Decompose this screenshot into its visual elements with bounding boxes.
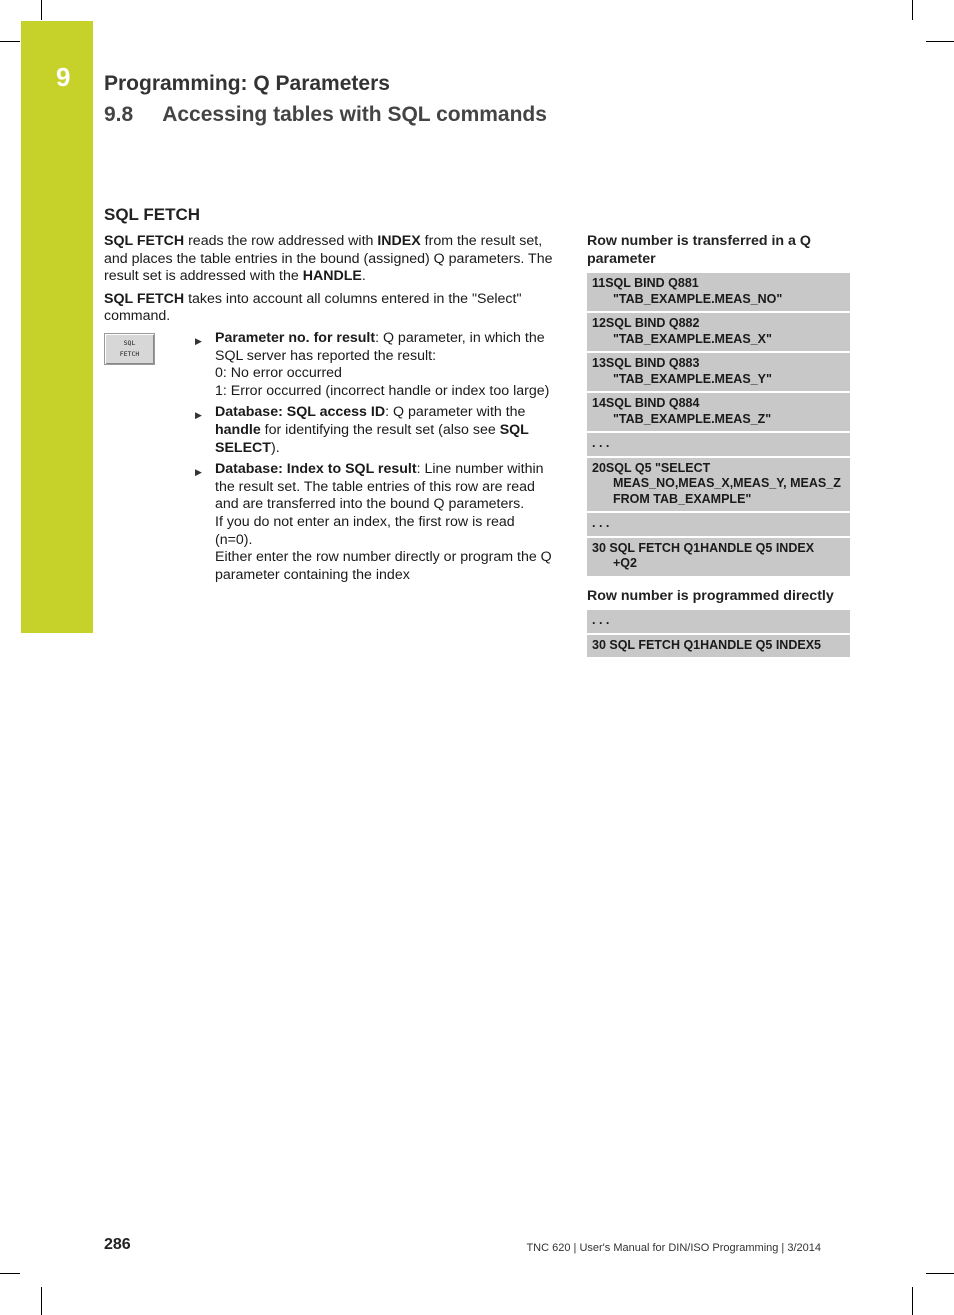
example-2: [587, 587, 850, 659]
softkey-label: SQL: [123, 339, 136, 347]
code-line: 12SQL BIND Q882: [592, 316, 700, 330]
code-cell: [587, 457, 850, 513]
code-line: 20SQL Q5 "SELECT: [592, 460, 711, 475]
intro-paragraph-1: [104, 233, 554, 286]
code-line: MEAS_NO,MEAS_X,MEAS_Y, MEAS_Z FROM TAB_EXAMPLE": [613, 476, 841, 506]
code-line: . . .: [592, 613, 610, 627]
crop-mark: [0, 1273, 20, 1274]
section-header: [104, 103, 547, 127]
text: from the result set, and places the table entries in the bound (assigned) Q parameters. The result set is addressed with the: [104, 233, 553, 285]
table-row: [587, 312, 850, 352]
code-table: [587, 273, 850, 578]
crop-mark: [41, 0, 42, 20]
intro-text: [104, 233, 554, 331]
page-number: 286: [104, 1236, 131, 1253]
softkey-label: FETCH: [119, 350, 140, 358]
keyword: SQL FETCH: [104, 290, 185, 307]
param-text: : Q parameter with the: [385, 404, 526, 421]
list-item: [195, 330, 555, 400]
code-cell: [587, 512, 850, 537]
table-row: [587, 512, 850, 537]
code-cell: [587, 610, 850, 634]
section-number: 9.8: [104, 103, 134, 126]
crop-mark: [926, 1273, 954, 1274]
chapter-title: Programming: Q Parameters: [104, 72, 390, 95]
keyword: handle: [215, 421, 261, 438]
page-footer: TNC 620 | User's Manual for DIN/ISO Programming | 3/2014: [526, 1242, 821, 1254]
param-label: Database: Index to SQL result: [215, 461, 417, 478]
code-cell: [587, 392, 850, 432]
param-text: 0: No error occurred: [215, 365, 342, 382]
code-line: "TAB_EXAMPLE.MEAS_Z": [613, 411, 772, 426]
code-cell: [587, 312, 850, 352]
param-label: Parameter no. for result: [215, 330, 376, 346]
code-line: 30 SQL FETCH Q1HANDLE Q5 INDEX: [592, 540, 815, 555]
text: .: [361, 268, 366, 285]
param-text: : Line number within the result set. The table entries of this row are read and are transferred into the bound Q parameters.: [215, 461, 544, 513]
intro-paragraph-2: [104, 291, 554, 326]
param-text: Either enter the row number directly or program the Q parameter containing the index: [215, 549, 552, 583]
param-text: : Q parameter, in which the SQL server has reported the result:: [215, 330, 545, 364]
code-cell: [587, 273, 850, 312]
param-label: Database: SQL access ID: [215, 404, 386, 421]
example-caption: Row number is programmed directly: [587, 588, 834, 604]
crop-mark: [0, 41, 20, 42]
code-line: 14SQL BIND Q884: [592, 396, 700, 410]
code-cell: [587, 537, 850, 577]
triangle-bullet-icon: ▶: [195, 467, 202, 478]
chapter-number: 9: [56, 62, 71, 92]
crop-mark: [912, 1287, 913, 1315]
sql-fetch-softkey: [104, 333, 155, 365]
table-row: [587, 537, 850, 577]
text: takes into account all columns entered in the "Select" command.: [104, 290, 522, 325]
parameter-list: [195, 330, 555, 588]
table-row: [587, 352, 850, 392]
code-line: . . .: [592, 516, 610, 530]
list-item: [195, 404, 555, 457]
triangle-bullet-icon: ▶: [195, 336, 202, 346]
code-line: 11SQL BIND Q881: [592, 276, 699, 290]
section-title: Accessing tables with SQL commands: [162, 103, 547, 126]
code-line: 13SQL BIND Q883: [592, 356, 700, 370]
code-table: [587, 610, 850, 659]
param-text: for identifying the result set (also see: [260, 421, 500, 438]
code-line: . . .: [592, 436, 610, 450]
code-cell: [587, 352, 850, 392]
code-line: "TAB_EXAMPLE.MEAS_NO": [613, 291, 783, 306]
example-caption: Row number is transferred in a Q parameter: [587, 233, 811, 267]
list-item: [195, 461, 555, 584]
code-cell: [587, 432, 850, 457]
text: reads the row addressed with: [184, 233, 378, 249]
table-row: [587, 634, 850, 659]
param-text: ).: [270, 439, 280, 456]
param-text: If you do not enter an index, the first row is read (n=0).: [215, 513, 515, 548]
keyword: HANDLE: [302, 268, 362, 285]
keyword: INDEX: [377, 233, 421, 249]
crop-mark: [41, 1287, 42, 1315]
code-line: "TAB_EXAMPLE.MEAS_Y": [613, 371, 772, 386]
example-1: [587, 232, 850, 578]
crop-mark: [912, 0, 913, 20]
table-row: [587, 457, 850, 513]
code-cell: [587, 634, 850, 659]
triangle-bullet-icon: ▶: [195, 410, 202, 421]
keyword: SQL SELECT: [215, 421, 529, 456]
chapter-tab: [21, 21, 93, 633]
param-text: 1: Error occurred (incorrect handle or index too large): [215, 382, 550, 399]
table-row: [587, 432, 850, 457]
crop-mark: [926, 41, 954, 42]
code-line: 30 SQL FETCH Q1HANDLE Q5 INDEX5: [592, 637, 821, 652]
keyword: SQL FETCH: [104, 233, 185, 249]
table-row: [587, 273, 850, 312]
page-heading: SQL FETCH: [104, 205, 201, 224]
code-line: +Q2: [613, 556, 637, 570]
code-line: "TAB_EXAMPLE.MEAS_X": [613, 331, 772, 346]
table-row: [587, 392, 850, 432]
table-row: [587, 610, 850, 634]
